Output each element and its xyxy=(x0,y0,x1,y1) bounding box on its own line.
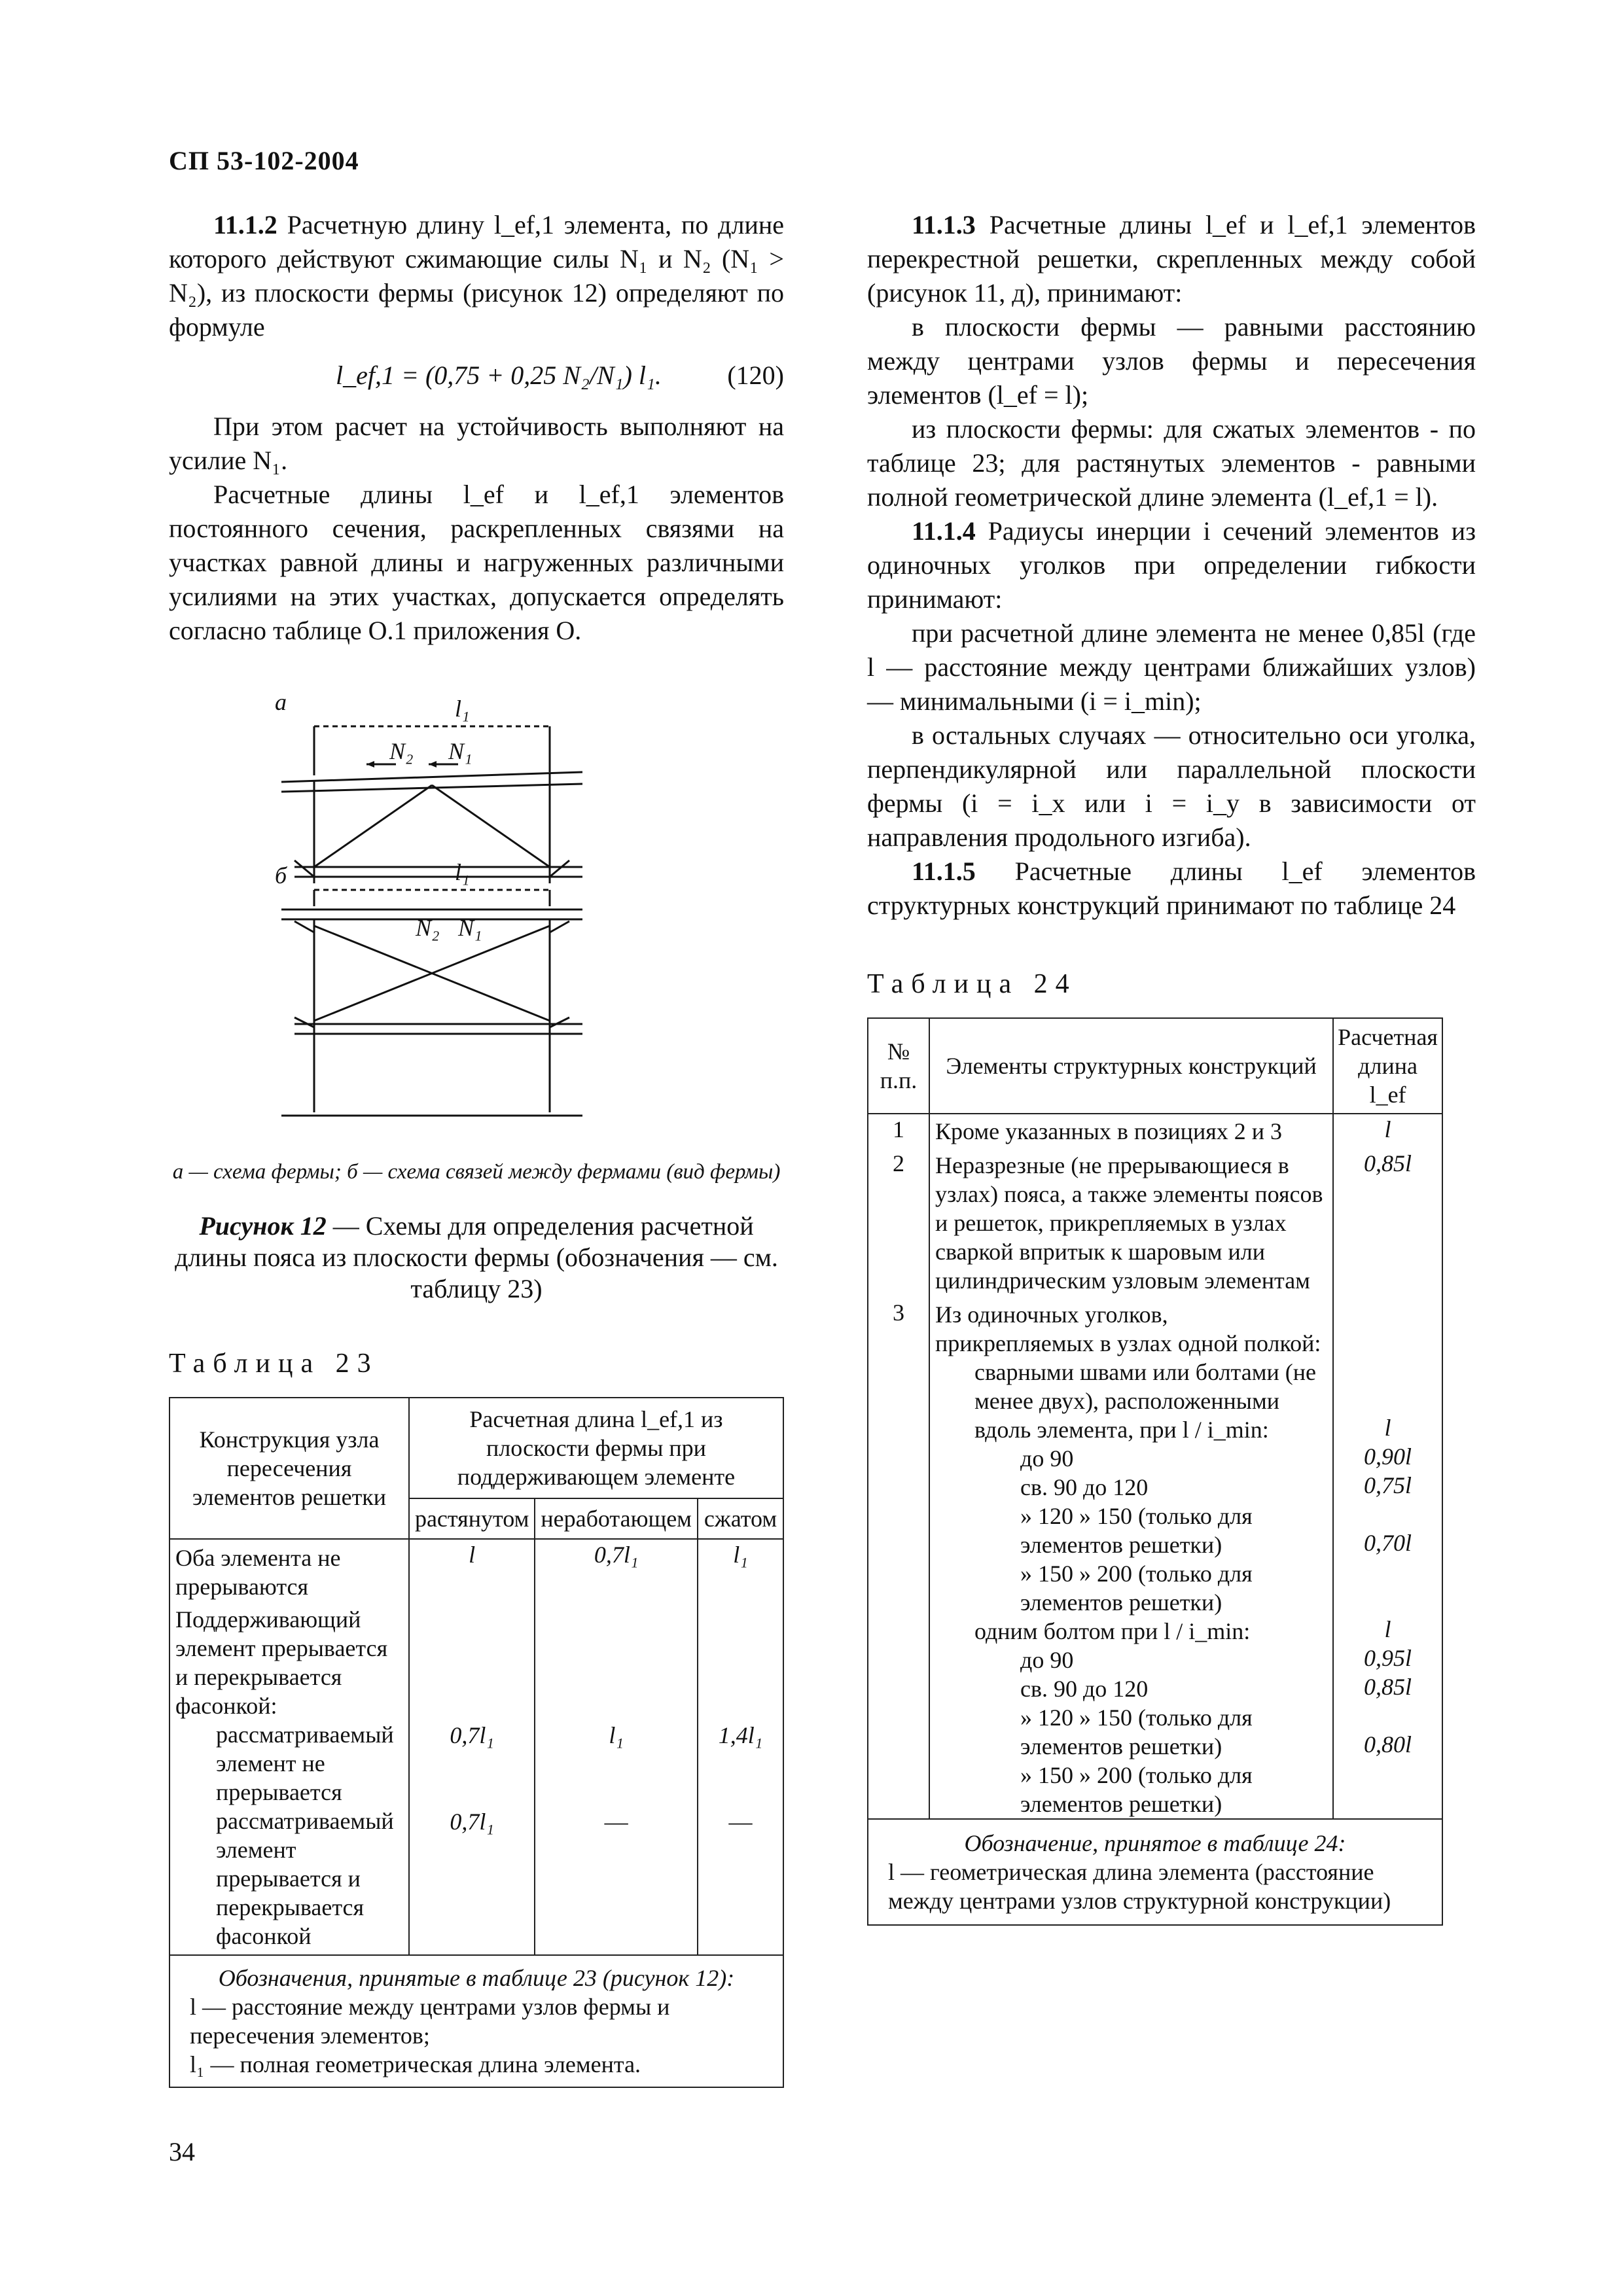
t24-r3-values xyxy=(1333,1298,1442,1819)
t24-r3a: сварными швами или болтами (не менее двух), расположенными вдоль элемента, при l / i_min: xyxy=(974,1359,1316,1443)
t24-r3b1-value: l xyxy=(1384,1616,1391,1642)
t24-r3b2: св. 90 до 120 xyxy=(1020,1676,1149,1702)
t24-header-elements: Элементы структурных конструкций xyxy=(929,1018,1333,1114)
right-column xyxy=(867,208,1476,923)
t23-r3-v1: 0,7l₁ xyxy=(409,1720,535,1807)
figure-title xyxy=(169,1210,784,1305)
figure-n2-a: N₂ xyxy=(389,738,414,764)
figure-label-b: б xyxy=(275,862,287,889)
t23-sub-idle: неработающем xyxy=(535,1498,698,1539)
clause-number: 11.1.5 xyxy=(912,857,976,886)
t24-r3a1: до 90 xyxy=(1020,1445,1074,1472)
figure-l1-b: l₁ xyxy=(455,859,470,885)
t24-notes xyxy=(868,1819,1442,1925)
t24-r3b: одним болтом при l / i_min: xyxy=(974,1618,1251,1644)
t23-r2-label: Поддерживающий элемент прерывается и перекрывается фасонкой: xyxy=(169,1605,409,1720)
t23-r3-v2: l₁ xyxy=(535,1720,698,1807)
t24-notes-title: Обозначение, принятое в таблице 24: xyxy=(964,1830,1346,1856)
t24-r3b1: до 90 xyxy=(1020,1647,1074,1673)
t24-r3a1-value: l xyxy=(1384,1415,1391,1441)
table-24-title: Таблица 24 xyxy=(867,969,1077,999)
formula-120 xyxy=(169,359,784,395)
t24-r3a2: св. 90 до 120 xyxy=(1020,1474,1149,1500)
clause-number: 11.1.3 xyxy=(912,210,976,239)
t24-r3a2-value: 0,90l xyxy=(1364,1443,1412,1470)
t23-sub-tension: растянутом xyxy=(409,1498,535,1539)
t24-r3a4-value: 0,70l xyxy=(1364,1530,1412,1556)
paragraph-11-1-5 xyxy=(867,855,1476,923)
figure-n2-b: N₂ xyxy=(416,915,440,941)
t23-header-construction: Конструкция узла пересечения элементов решетки xyxy=(169,1398,409,1539)
t24-header-num: № п.п. xyxy=(868,1018,929,1114)
t24-r1-value: l xyxy=(1333,1114,1442,1148)
t23-note-1: l — расстояние между центрами узлов фермы и пересечения элементов; xyxy=(190,1994,670,2049)
t23-note-2: l₁ — полная геометрическая длина элемента. xyxy=(190,2051,641,2077)
left-column xyxy=(169,208,784,648)
table-23-title: Таблица 23 xyxy=(169,1349,379,1379)
paragraph-text: Расчетные длины l_ef элементов структурных конструкций принимают по таблице 24 xyxy=(867,857,1476,920)
figure-title-text: — Схемы для определения расчетной длины пояса из плоскости фермы (обозначения — см. таблицу 23) xyxy=(175,1211,778,1303)
paragraph-in-plane: в плоскости фермы — равными расстоянию между центрами узлов фермы и пересечения элементов (l_ef = l); xyxy=(867,312,1476,410)
t23-r3-v3: 1,4l₁ xyxy=(698,1720,783,1807)
t23-r4-label: рассматриваемый элемент прерывается и перекрывается фасонкой xyxy=(169,1807,409,1955)
table-row xyxy=(169,1807,783,1955)
t24-note-1: l — геометрическая длина элемента (расстояние между центрами узлов структурной конструкции) xyxy=(888,1859,1391,1914)
table-row xyxy=(169,1539,783,1605)
figure-label-a: а xyxy=(275,694,287,715)
t24-r3b4-value: 0,80l xyxy=(1364,1731,1412,1757)
t23-r1-v2: 0,7l₁ xyxy=(535,1539,698,1605)
t24-header-length: Расчетная длина l_ef xyxy=(1333,1018,1442,1114)
table-row xyxy=(169,1605,783,1720)
t24-r1-num: 1 xyxy=(868,1114,929,1148)
paragraph-11-1-4 xyxy=(867,514,1476,616)
figure-n1-b: N₁ xyxy=(458,915,482,941)
page-number: 34 xyxy=(169,2137,195,2166)
paragraph-out-of-plane: из плоскости фермы: для сжатых элементов - по таблице 23; для растянутых элементов - равными полной геометрической длине элемента (l_ef,1 = l). xyxy=(867,414,1476,512)
table-23 xyxy=(169,1397,784,2088)
t24-r3-intro: Из одиночных уголков, прикрепляемых в узлах одной полкой: xyxy=(935,1301,1321,1356)
figure-n1-a: N₁ xyxy=(448,738,473,764)
t23-r1-v3: l₁ xyxy=(698,1539,783,1605)
t23-r4-v1: 0,7l₁ xyxy=(409,1807,535,1955)
table-row xyxy=(868,1148,1442,1298)
t24-r3a3-value: 0,75l xyxy=(1364,1472,1412,1498)
paragraph-text: Радиусы инерции i сечений элементов из одиночных уголков при определении гибкости принимают: xyxy=(867,516,1476,614)
t23-header-group: Расчетная длина l_ef,1 из плоскости фермы при поддерживающем элементе xyxy=(409,1398,783,1498)
t24-r2-num: 2 xyxy=(868,1148,929,1298)
figure-l1-a: l₁ xyxy=(455,696,470,722)
figure-title-prefix: Рисунок 12 xyxy=(199,1211,327,1241)
page-header: СП 53-102-2004 xyxy=(169,146,359,175)
clause-number: 11.1.2 xyxy=(213,210,277,239)
paragraph-text: Расчетную длину l_ef,1 элемента, по длине которого действуют сжимающие силы N₁ и N₂ (N₁ > N₂), из плоскости фермы (рисунок 12) определяют по формуле xyxy=(169,210,785,342)
t23-r1-label: Оба элемента не прерываются xyxy=(169,1539,409,1605)
formula-number: (120) xyxy=(727,361,784,390)
table-row xyxy=(169,1720,783,1807)
t24-r2-value: 0,85l xyxy=(1333,1148,1442,1298)
t23-sub-compressed: сжатом xyxy=(698,1498,783,1539)
table-row xyxy=(868,1298,1442,1819)
table-row xyxy=(868,1114,1442,1148)
paragraph-11-1-3 xyxy=(867,208,1476,310)
t24-r3b4: » 150 » 200 (только для элементов решетки) xyxy=(1020,1762,1253,1817)
paragraph-other-cases: в остальных случаях — относительно оси уголка, перпендикулярной или параллельной плоскости фермы (i = i_x или i = i_y в зависимости от направления продольного изгиба). xyxy=(867,720,1476,852)
t23-notes-title: Обозначения, принятые в таблице 23 (рисунок 12): xyxy=(218,1965,735,1991)
t24-r3a4: » 150 » 200 (только для элементов решетки) xyxy=(1020,1561,1253,1616)
paragraph-11-1-2 xyxy=(169,208,784,344)
figure-12-schemes xyxy=(275,694,628,1152)
paragraph-effective-lengths: Расчетные длины l_ef и l_ef,1 элементов постоянного сечения, раскрепленных связями на участках равной длины и нагруженных различными усилиями на этих участках, допускается определять согласно таблице О.1 приложения О. xyxy=(169,480,784,645)
t24-r1-text: Кроме указанных в позициях 2 и 3 xyxy=(929,1114,1333,1148)
figure-legend: а — схема фермы; б — схема связей между фермами (вид фермы) xyxy=(172,1160,781,1184)
clause-number: 11.1.4 xyxy=(912,516,976,546)
t24-r3-text xyxy=(929,1298,1333,1819)
t23-r3-label: рассматриваемый элемент не прерывается xyxy=(169,1720,409,1807)
t24-r3b2-value: 0,95l xyxy=(1364,1645,1412,1671)
paragraph-stability: При этом расчет на устойчивость выполняют на усилие N₁. xyxy=(169,412,784,475)
t24-r3b3: » 120 » 150 (только для элементов решетки) xyxy=(1020,1704,1253,1759)
paragraph-text: Расчетные длины l_ef и l_ef,1 элементов перекрестной решетки, скрепленных между собой (рисунок 11, д), принимают: xyxy=(867,210,1476,308)
t24-r3b3-value: 0,85l xyxy=(1364,1674,1412,1700)
paragraph-min-radius: при расчетной длине элемента не менее 0,85l (где l — расстояние между центрами ближайших узлов) — минимальными (i = i_min); xyxy=(867,618,1476,716)
t24-r3a3: » 120 » 150 (только для элементов решетки) xyxy=(1020,1503,1253,1558)
t23-r4-v2: — xyxy=(535,1807,698,1955)
t23-r4-v3: — xyxy=(698,1807,783,1955)
table-24 xyxy=(867,1017,1443,1926)
t23-r1-v1: l xyxy=(409,1539,535,1605)
t24-r3-num: 3 xyxy=(868,1298,929,1819)
formula-expression: l_ef,1 = (0,75 + 0,25 N₂/N₁) l₁. xyxy=(336,361,662,390)
t24-r2-text: Неразрезные (не прерывающиеся в узлах) пояса, а также элементы поясов и решеток, прикрепляемых в узлах сваркой впритык к шаровым или цилиндрическим узловым элементам xyxy=(929,1148,1333,1298)
t23-notes xyxy=(169,1955,783,2087)
